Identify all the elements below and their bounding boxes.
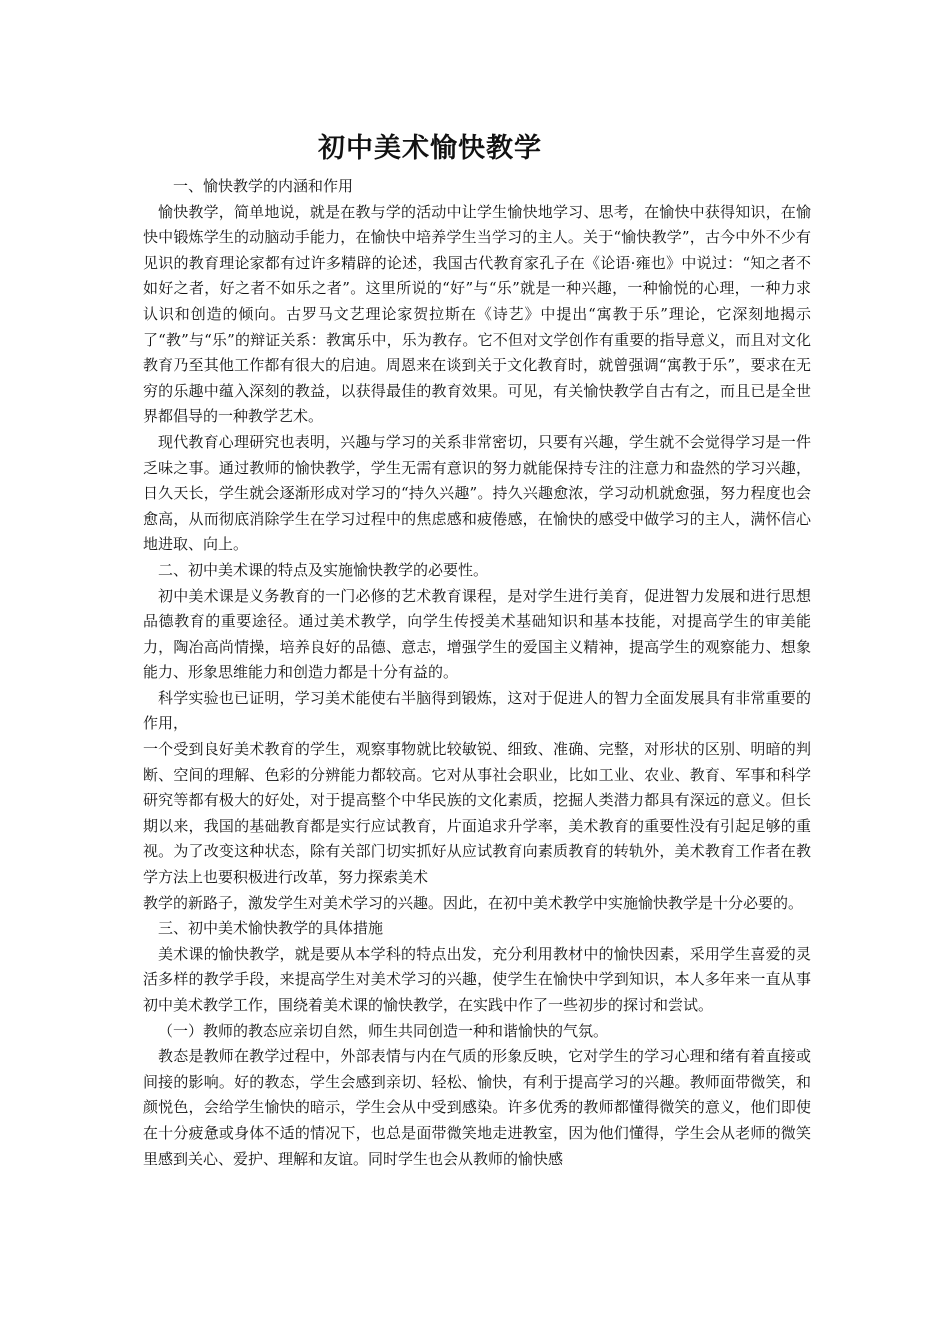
paragraph: 教态是教师在教学过程中，外部表情与内在气质的形象反映，它对学生的学习心理和绪有着直接或间接的影响。好的教态，学生会感到亲切、轻松、愉快，有利于提高学习的兴趣。教师面带微笑，和颜悦色，会给学生愉快的暗示，学生会从中受到感染。许多优秀的教师都懂得微笑的意义，他们即使在十分疲惫或身体不适的情况下，也总是面带微笑地走进教室，因为他们懂得，学生会从老师的微笑里感到关心、爱护、理解和友谊。同时学生也会从教师的愉快感 (143, 1047, 811, 1168)
paragraph: 现代教育心理研究也表明，兴趣与学习的关系非常密切，只要有兴趣，学生就不会觉得学习是一件乏味之事。通过教师的愉快教学，学生无需有意识的努力就能保持专注的注意力和盎然的学习兴趣，日久天长，学生就会逐渐形成对学习的“持久兴趣”。持久兴趣愈浓，学习动机就愈强，努力程度也会愈高，从而彻底消除学生在学习过程中的焦虑感和疲倦感，在愉快的感受中做学习的主人，满怀信心地进取、向上。 (143, 432, 811, 554)
paragraph: 初中美术课是义务教育的一门必修的艺术教育课程，是对学生进行美育，促进智力发展和进行思想品德教育的重要途径。通过美术教学，向学生传授美术基础知识和基本技能，对提高学生的审美能力，陶冶高尚情操，培养良好的品德、意志，增强学生的爱国主义精神，提高学生的观察能力、想象能力、形象思维能力和创造力都是十分有益的。 (143, 586, 811, 682)
paragraph: 一个受到良好美术教育的学生，观察事物就比较敏锐、细致、准确、完整，对形状的区别、明暗的判断、空间的理解、色彩的分辨能力都较高。它对从事社会职业，比如工业、农业、教育、军事和科学研究等都有极大的好处，对于提高整个中华民族的文化素质，挖掘人类潜力都具有深远的意义。但长期以来，我国的基础教育都是实行应试教育，片面追求升学率，美术教育的重要性没有引起足够的重视。为了改变这种状态，除有关部门切实抓好从应试教育向素质教育的转轨外，美术教育工作者在教学方法上也要积极进行改革，努力探索美术 (143, 740, 811, 887)
paragraph: 美术课的愉快教学，就是要从本学科的特点出发，充分利用教材中的愉快因素，采用学生喜爱的灵活多样的教学手段，来提高学生对美术学习的兴趣，使学生在愉快中学到知识，本人多年来一直从事初中美术教学工作，围绕着美术课的愉快教学，在实践中作了一些初步的探讨和尝试。 (143, 944, 811, 1014)
document-body (143, 174, 811, 1172)
paragraph: 三、初中美术愉快教学的具体措施 (158, 919, 384, 938)
paragraph: （一）教师的教态应亲切自然，师生共同创造一种和谐愉快的气氛。 (158, 1021, 609, 1040)
paragraph: 科学实验也已证明，学习美术能使右半脑得到锻炼，这对于促进人的智力全面发展具有非常重要的作用， (143, 688, 811, 733)
paragraph: 教学的新路子，激发学生对美术学习的兴趣。因此，在初中美术教学中实施愉快教学是十分必要的。 (143, 893, 804, 912)
paragraph: 一、愉快教学的内涵和作用 (173, 177, 354, 195)
paragraph: 二、初中美术课的特点及实施愉快教学的必要性。 (158, 560, 489, 579)
document-title: 初中美术愉快教学 (318, 133, 542, 164)
paragraph: 愉快教学，简单地说，就是在教与学的活动中让学生愉快地学习、思考，在愉快中获得知识，在愉快中锻炼学生的动脑动手能力，在愉快中培养学生当学习的主人。关于“愉快教学”，古今中外不少有见识的教育理论家都有过许多精辟的论述，我国古代教育家孔子在《论语·雍也》中说过：“知之者不如好之者，好之者不如乐之者”。这里所说的“好”与“乐”就是一种兴趣，一种愉悦的心理，一种力求认识和创造的倾向。古罗马文艺理论家贺拉斯在《诗艺》中提出“寓教于乐”理论，它深刻地揭示了“教”与“乐”的辩证关系：教寓乐中，乐为教存。它不但对文学创作有重要的指导意义，而且对文化教育乃至其他工作都有很大的启迪。周恩来在谈到关于文化教育时，就曾强调“寓教于乐”，要求在无穷的乐趣中蕴入深刻的教益，以获得最佳的教育效果。可见，有关愉快教学自古有之，而且已是全世界都倡导的一种教学艺术。 (143, 202, 811, 426)
